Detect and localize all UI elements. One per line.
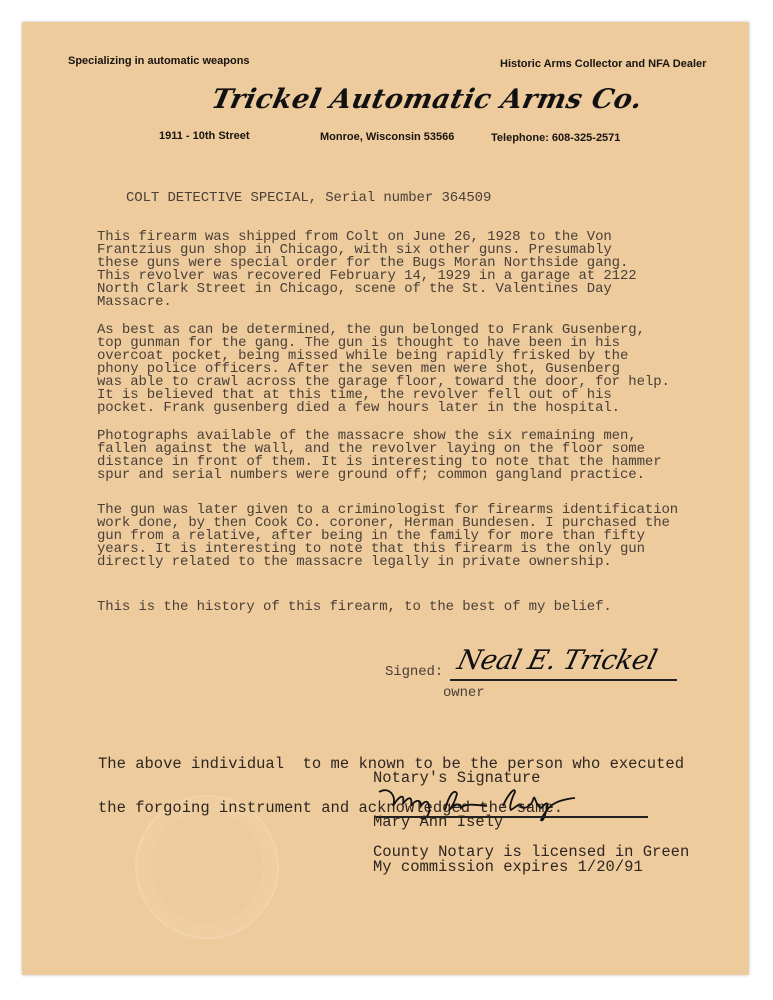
paragraph-line: North Clark Street in Chicago, scene of the St. Valentines Day — [97, 281, 612, 297]
owner-role: owner — [443, 685, 485, 701]
paragraph-line: overcoat pocket, being missed while being rapidly frisked by the — [97, 348, 629, 364]
owner-signature-line — [450, 679, 677, 681]
paragraph-line: directly related to the massacre legally in private ownership. — [97, 554, 612, 570]
paragraph — [97, 324, 670, 415]
paragraph — [97, 430, 662, 482]
paragraph-line: Frantzius gun shop in Chicago, with six other guns. Presumably — [97, 242, 612, 258]
letter-page — [22, 22, 749, 975]
paragraph-line: phony police officers. After the seven men were shot, Gusenberg — [97, 361, 620, 377]
tagline-right: Historic Arms Collector and NFA Dealer — [500, 58, 707, 70]
paragraph-line: As best as can be determined, the gun belonged to Frank Gusenberg, — [97, 322, 645, 338]
paragraph-line: gun from a relative, after being in the family for more than fifty — [97, 528, 645, 544]
paragraph-line: years. It is interesting to note that this firearm is the only gun — [97, 541, 645, 557]
notary-license: County Notary is licensed in Green — [373, 843, 690, 861]
owner-signature: Neal E. Trickel — [454, 645, 660, 676]
city: Monroe, Wisconsin 53566 — [320, 131, 455, 143]
paragraph-line: The gun was later given to a criminologist for firearms identification — [97, 502, 679, 518]
notary-commission: My commission expires 1/20/91 — [373, 858, 643, 876]
address: 1911 - 10th Street — [159, 130, 250, 142]
paragraph-line: Massacre. — [97, 294, 172, 310]
paragraph-line: This is the history of this firearm, to the best of my belief. — [97, 599, 612, 615]
notary-heading: Notary's Signature — [373, 769, 541, 787]
paragraph-line: spur and serial numbers were ground off; common gangland practice. — [97, 467, 645, 483]
phone: Telephone: 608-325-2571 — [491, 132, 621, 144]
paragraph-line: was able to crawl across the garage floor, toward the door, for help. — [97, 374, 670, 390]
paragraph-line: This revolver was recovered February 14, 1929 in a garage at 2122 — [97, 268, 637, 284]
paragraph-line: fallen against the wall, and the revolver laying on the floor some — [97, 441, 645, 457]
signed-label: Signed: — [385, 664, 444, 680]
paragraph-line: It is believed that at this time, the revolver fell out of his — [97, 387, 612, 403]
notary-statement-line: The above individual to me known to be the person who executed — [98, 755, 684, 773]
subject-line: COLT DETECTIVE SPECIAL, Serial number 364509 — [126, 190, 492, 206]
paragraph-line: pocket. Frank gusenberg died a few hours later in the hospital. — [97, 400, 620, 416]
paragraph — [97, 504, 678, 569]
paragraph — [97, 601, 612, 614]
notary-name: Mary Ann Isely — [373, 813, 504, 831]
notary-statement-line: the forgoing instrument and acknowledged the same. — [98, 798, 564, 817]
paragraph-line: these guns were special order for the Bugs Moran Northside gang. — [97, 255, 629, 271]
paragraph-line: work done, by then Cook Co. coroner, Herman Bundesen. I purchased the — [97, 515, 670, 531]
paragraph-line: This firearm was shipped from Colt on June 26, 1928 to the Von — [97, 229, 612, 245]
tagline-left: Specializing in automatic weapons — [68, 55, 250, 67]
paragraph-line: distance in front of them. It is interesting to note that the hammer — [97, 454, 662, 470]
paragraph-line: top gunman for the gang. The gun is thought to have been in his — [97, 335, 620, 351]
paragraph-line: Photographs available of the massacre show the six remaining men, — [97, 428, 637, 444]
company-logo: Trickel Automatic Arms Co. — [208, 84, 646, 115]
paragraph — [97, 231, 637, 309]
